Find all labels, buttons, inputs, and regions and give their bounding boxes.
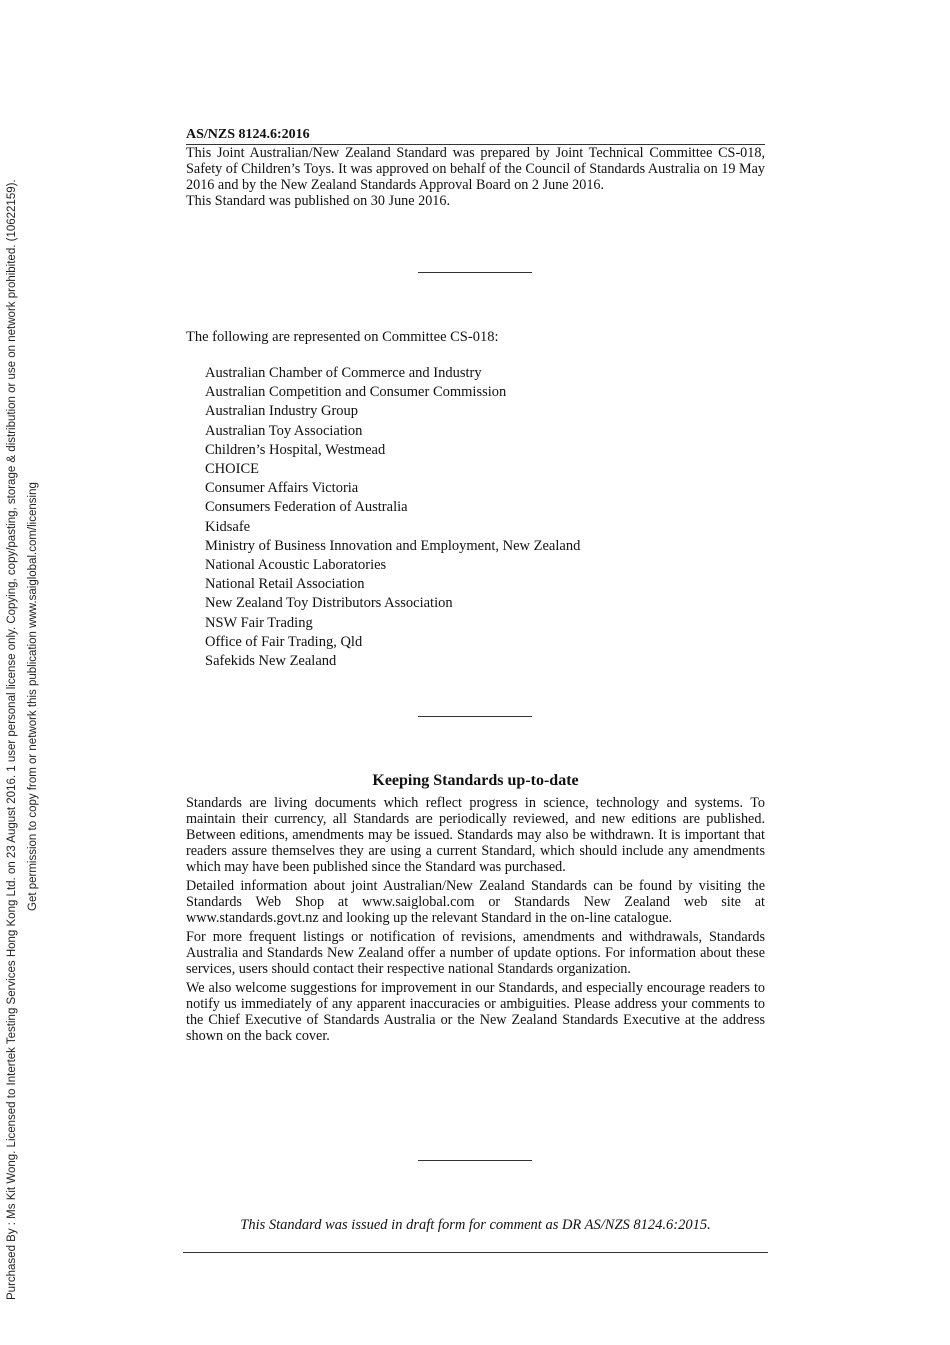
committee-member: National Retail Association [205,576,365,593]
preparation-statement: This Joint Australian/New Zealand Standard was prepared by Joint Technical Committee CS-018, Safety of Children’s Toys. It was approved on behalf of the Council of Standards Australia on 19 May 2016 and by the New Zealand Standards Approval Board on 2 June 2016. [186,145,765,193]
committee-member: Australian Toy Association [205,422,363,439]
committee-member: National Acoustic Laboratories [205,557,387,574]
section-heading: Keeping Standards up-to-date [372,772,579,789]
footer-rule [183,1252,768,1253]
committee-member: Consumers Federation of Australia [205,499,408,516]
committee-member: New Zealand Toy Distributors Association [205,595,453,612]
standard-header [186,127,765,209]
committee-member: Office of Fair Trading, Qld [205,633,363,650]
standard-id: AS/NZS 8124.6:2016 [186,127,765,145]
committee-intro: The following are represented on Committee CS-018: [186,329,499,345]
section-divider [418,716,532,717]
committee-member: Consumer Affairs Victoria [205,480,359,497]
body-paragraph: For more frequent listings or notification of revisions, amendments and withdrawals, Standards Australia and Standards New Zealand offer a number of update options. For information about these services, users should contact their respective national Standards organization. [186,929,765,977]
body-paragraph: Standards are living documents which reflect progress in science, technology and systems. To maintain their currency, all Standards are periodically reviewed, and new editions are published. Between editions, amendments may be issued. Standards may also be withdrawn. It is important that readers assure themselves they are using a current Standard, which should include any amendments which may have been published since the Standard was purchased. [186,795,765,875]
body-paragraph: Detailed information about joint Australian/New Zealand Standards can be found by visiting the Standards Web Shop at www.saiglobal.com or Standards New Zealand web site at www.standards.govt.nz and looking up the relevant Standard in the on-line catalogue. [186,878,765,926]
committee-member-list [205,364,580,671]
draft-note: This Standard was issued in draft form for comment as DR AS/NZS 8124.6:2015. [240,1217,711,1233]
keeping-up-to-date-body [186,795,765,1047]
section-divider [418,272,532,273]
committee-member: Kidsafe [205,518,251,535]
purchase-license-watermark: Purchased By : Ms Kit Wong. Licensed to Intertek Testing Services Hong Kong Ltd. on 23 August 2016. 1 user personal license only. Copying, copy/pasting, storage & distribution or use on network prohibited. (10622159). [6,179,18,1300]
committee-member: Australian Chamber of Commerce and Industry [205,365,482,381]
committee-member: Australian Competition and Consumer Commission [205,384,507,401]
licensing-permission-watermark: Get permission to copy from or network this publication www.saiglobal.com/licensing [27,482,39,911]
committee-member: Safekids New Zealand [205,653,337,670]
committee-member: CHOICE [205,461,259,478]
committee-member: Australian Industry Group [205,403,359,420]
committee-member: Children’s Hospital, Westmead [205,441,386,458]
section-divider [418,1160,532,1161]
body-paragraph: We also welcome suggestions for improvement in our Standards, and especially encourage readers to notify us immediately of any apparent inaccuracies or ambiguities. Please address your comments to the Chief Executive of Standards Australia or the New Zealand Standards Executive at the address shown on the back cover. [186,980,765,1044]
publication-date: This Standard was published on 30 June 2016. [186,193,451,209]
committee-member: Ministry of Business Innovation and Employment, New Zealand [205,537,581,554]
committee-member: NSW Fair Trading [205,614,313,631]
